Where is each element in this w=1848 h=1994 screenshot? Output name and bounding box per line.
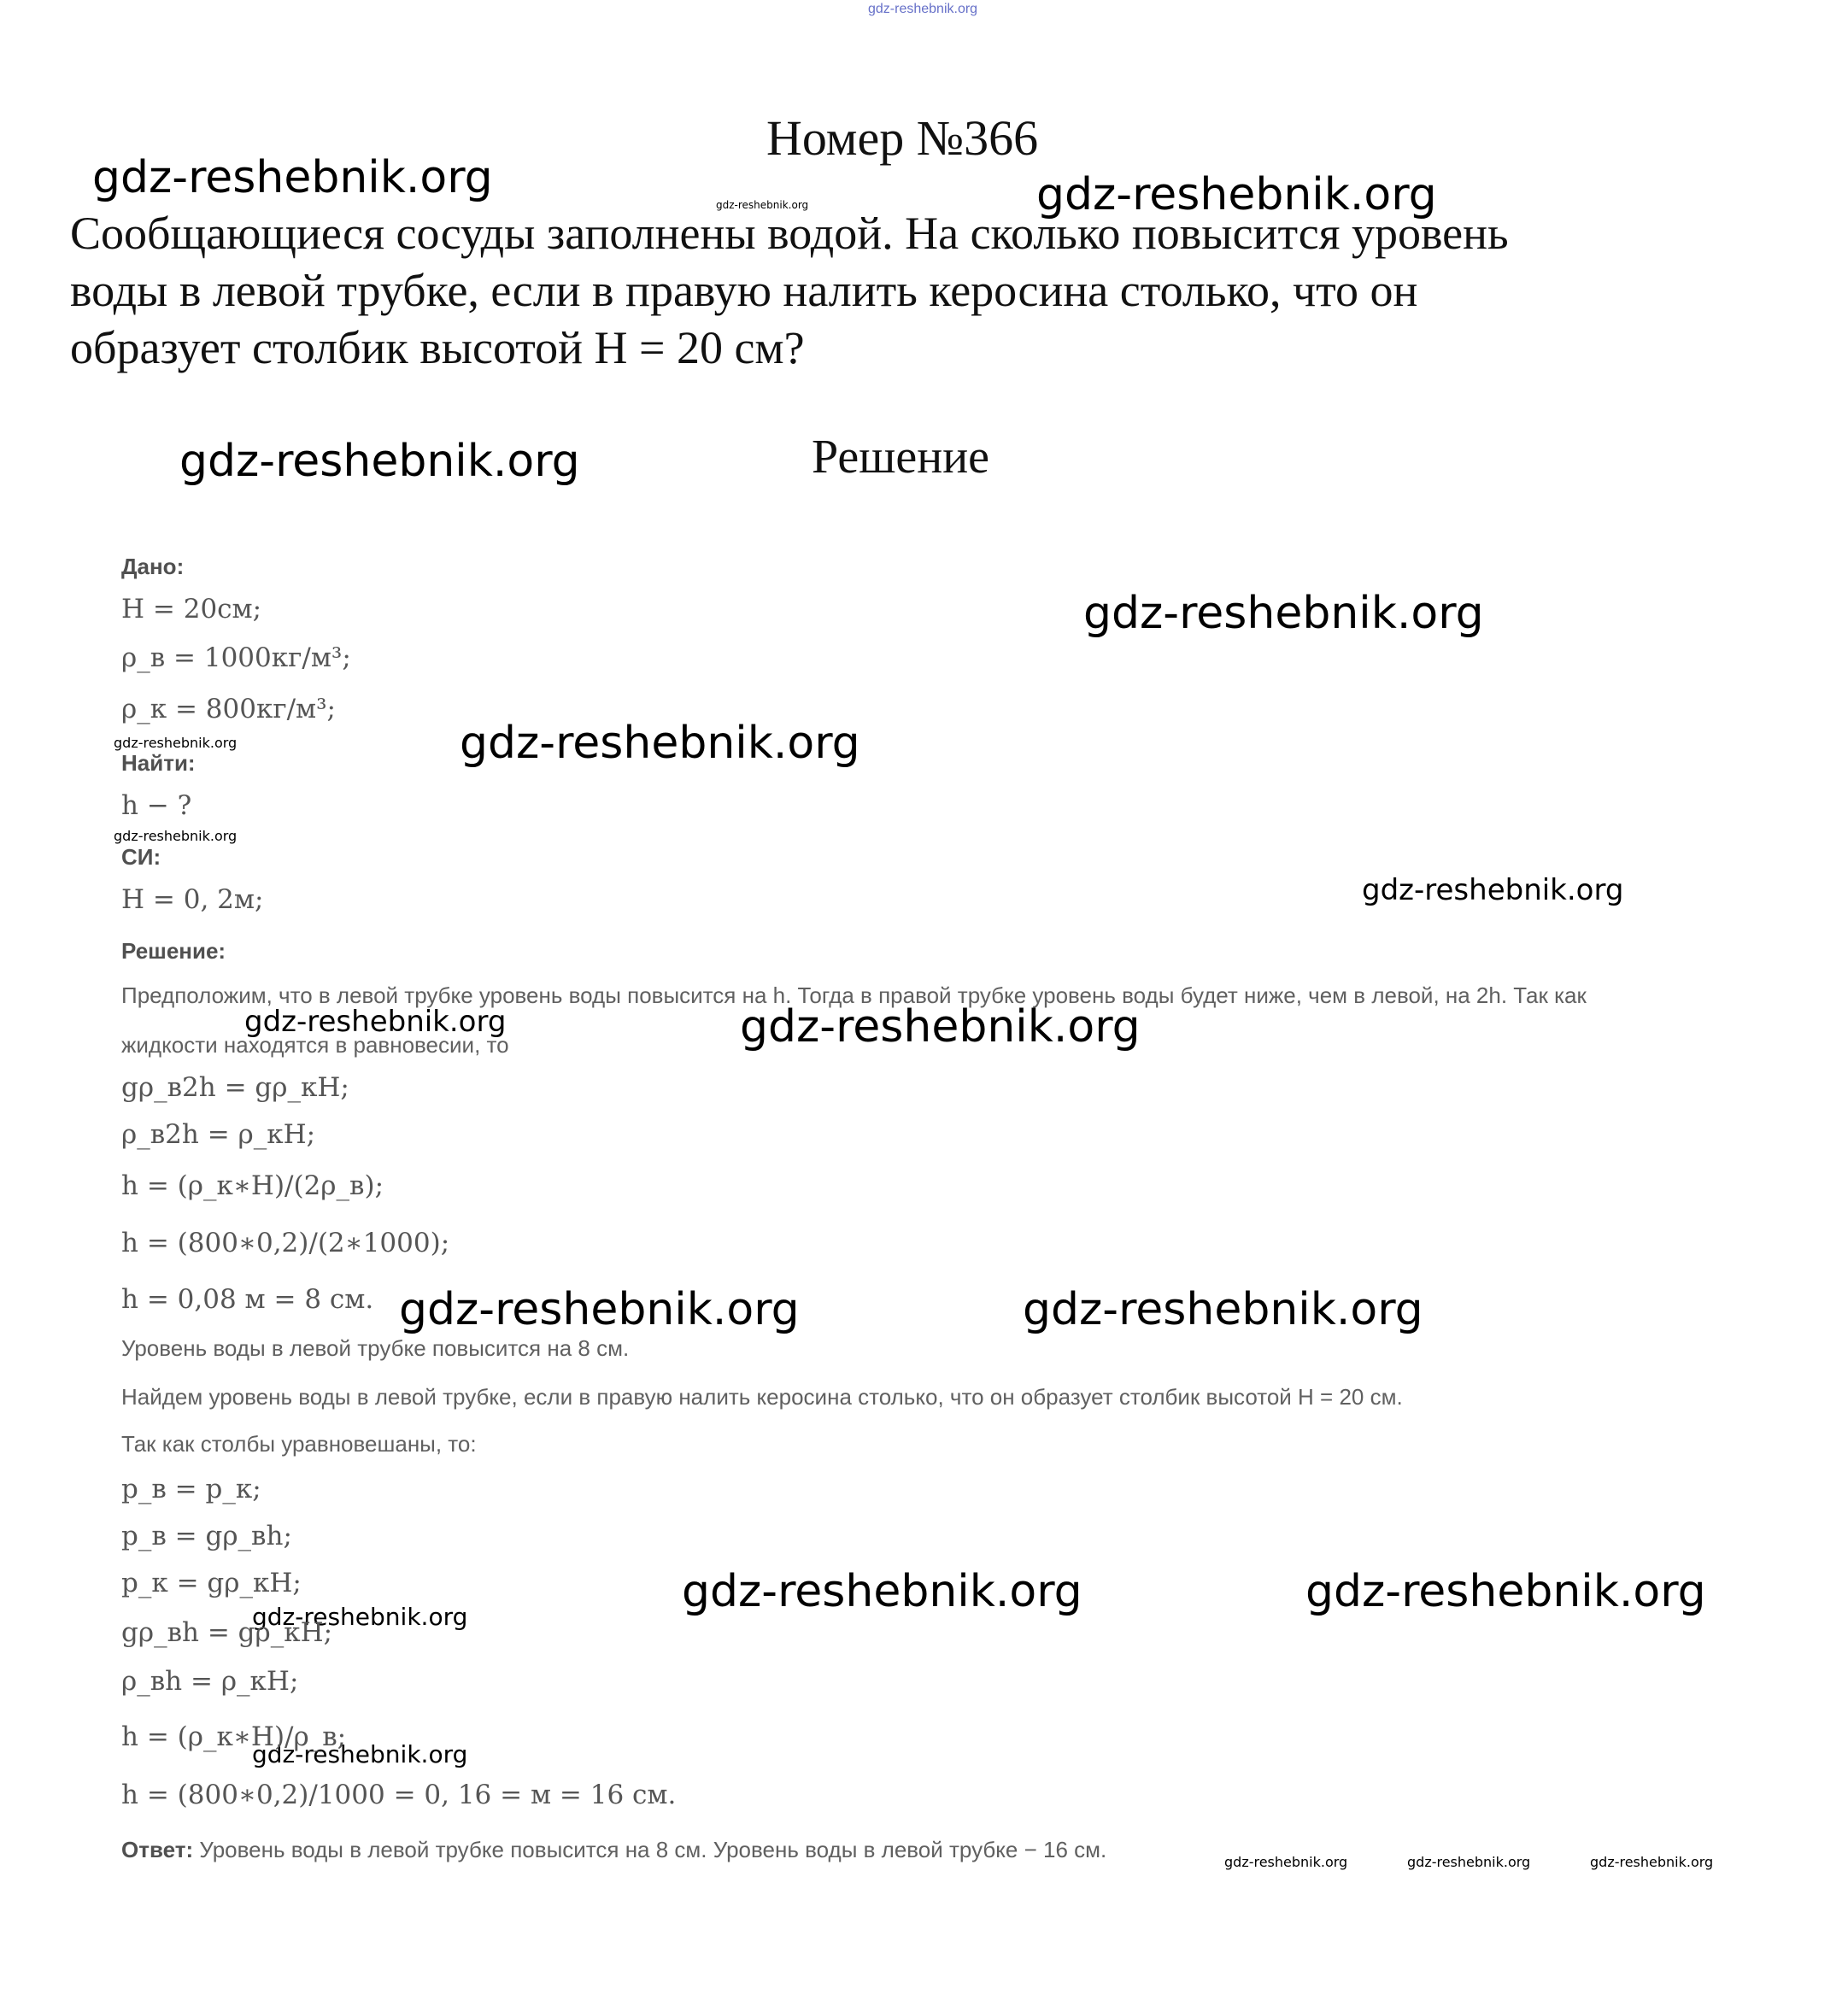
equation: ρ_вh = ρ_кH; bbox=[121, 1666, 299, 1697]
watermark: gdz-reshebnik.org bbox=[252, 1603, 468, 1631]
given-rho-v: ρ_в = 1000кг/м³; bbox=[121, 642, 351, 673]
answer-label: Ответ: bbox=[121, 1837, 194, 1862]
watermark: gdz-reshebnik.org bbox=[1083, 588, 1484, 639]
watermark: gdz-reshebnik.org bbox=[1407, 1854, 1531, 1870]
given-rho-k: ρ_к = 800кг/м³; bbox=[121, 694, 336, 724]
equation: p_в = p_к; bbox=[121, 1474, 261, 1504]
solution-text: Уровень воды в левой трубке повысится на 8 см. bbox=[121, 1335, 630, 1361]
solution-heading: Решение bbox=[812, 431, 990, 484]
answer-text: Уровень воды в левой трубке повысится на 8 см. Уровень воды в левой трубке − 16 см. bbox=[199, 1837, 1107, 1862]
equation: h = (ρ_к∗H)/(2ρ_в); bbox=[121, 1170, 384, 1201]
watermark: gdz-reshebnik.org bbox=[1590, 1854, 1714, 1870]
equation: p_в = gρ_вh; bbox=[121, 1521, 292, 1551]
solution-text: жидкости находятся в равновесии, то bbox=[121, 1032, 509, 1058]
watermark: gdz-reshebnik.org bbox=[114, 828, 238, 844]
problem-statement bbox=[70, 205, 1779, 377]
watermark: gdz-reshebnik.org bbox=[114, 735, 238, 751]
equation: h = (800∗0,2)/1000 = 0, 16 = м = 16 см. bbox=[121, 1780, 677, 1810]
equation: gρ_в2h = gρ_кH; bbox=[121, 1072, 349, 1103]
equation: h = (ρ_к∗H)/ρ_в; bbox=[121, 1721, 347, 1752]
watermark: gdz-reshebnik.org bbox=[399, 1284, 800, 1335]
solution-text: Найдем уровень воды в левой трубке, если в правую налить керосина столько, что он образует столбик высотой H = 20 см. bbox=[121, 1384, 1403, 1410]
equation: gρ_вh = gρ_кH; bbox=[121, 1617, 333, 1648]
solution-text: Так как столбы уравновешаны, то: bbox=[121, 1431, 477, 1457]
solution-text: Предположим, что в левой трубке уровень воды повысится на h. Тогда в правой трубке уровень воды будет ниже, чем в левой, на 2h. Так как bbox=[121, 982, 1587, 1008]
watermark: gdz-reshebnik.org bbox=[252, 1740, 468, 1768]
find-label: Найти: bbox=[121, 750, 196, 776]
find-value: h − ? bbox=[121, 790, 192, 821]
watermark: gdz-reshebnik.org bbox=[179, 436, 580, 487]
watermark: gdz-reshebnik.org bbox=[460, 718, 860, 769]
watermark: gdz-reshebnik.org bbox=[740, 1001, 1141, 1053]
si-label: СИ: bbox=[121, 844, 161, 870]
watermark: gdz-reshebnik.org bbox=[1362, 873, 1624, 907]
equation: h = (800∗0,2)/(2∗1000); bbox=[121, 1228, 450, 1258]
watermark: gdz-reshebnik.org bbox=[92, 152, 493, 203]
solution-label: Решение: bbox=[121, 938, 226, 964]
problem-line: образует столбик высотой H = 20 см? bbox=[70, 322, 805, 373]
watermark: gdz-reshebnik.org bbox=[244, 1005, 507, 1039]
watermark: gdz-reshebnik.org bbox=[716, 199, 809, 211]
result-1: h = 0,08 м = 8 см. bbox=[121, 1284, 374, 1315]
equation: ρ_в2h = ρ_кH; bbox=[121, 1119, 316, 1150]
watermark: gdz-reshebnik.org bbox=[1023, 1284, 1423, 1335]
given-label: Дано: bbox=[121, 554, 185, 579]
equation: p_к = gρ_кH; bbox=[121, 1568, 302, 1598]
si-value: H = 0, 2м; bbox=[121, 884, 264, 915]
given-H: H = 20см; bbox=[121, 594, 262, 625]
watermark: gdz-reshebnik.org bbox=[1224, 1854, 1348, 1870]
problem-line: воды в левой трубке, если в правую налить керосина столько, что он bbox=[70, 265, 1418, 316]
problem-line: Сообщающиеся сосуды заполнены водой. На сколько повысится уровень bbox=[70, 208, 1509, 259]
watermark: gdz-reshebnik.org bbox=[682, 1566, 1082, 1617]
watermark: gdz-reshebnik.org bbox=[1305, 1566, 1706, 1617]
answer bbox=[121, 1837, 1106, 1863]
watermark-top: gdz-reshebnik.org bbox=[868, 2, 978, 16]
page-title: Номер №366 bbox=[766, 110, 1039, 166]
watermark: gdz-reshebnik.org bbox=[1036, 169, 1437, 220]
